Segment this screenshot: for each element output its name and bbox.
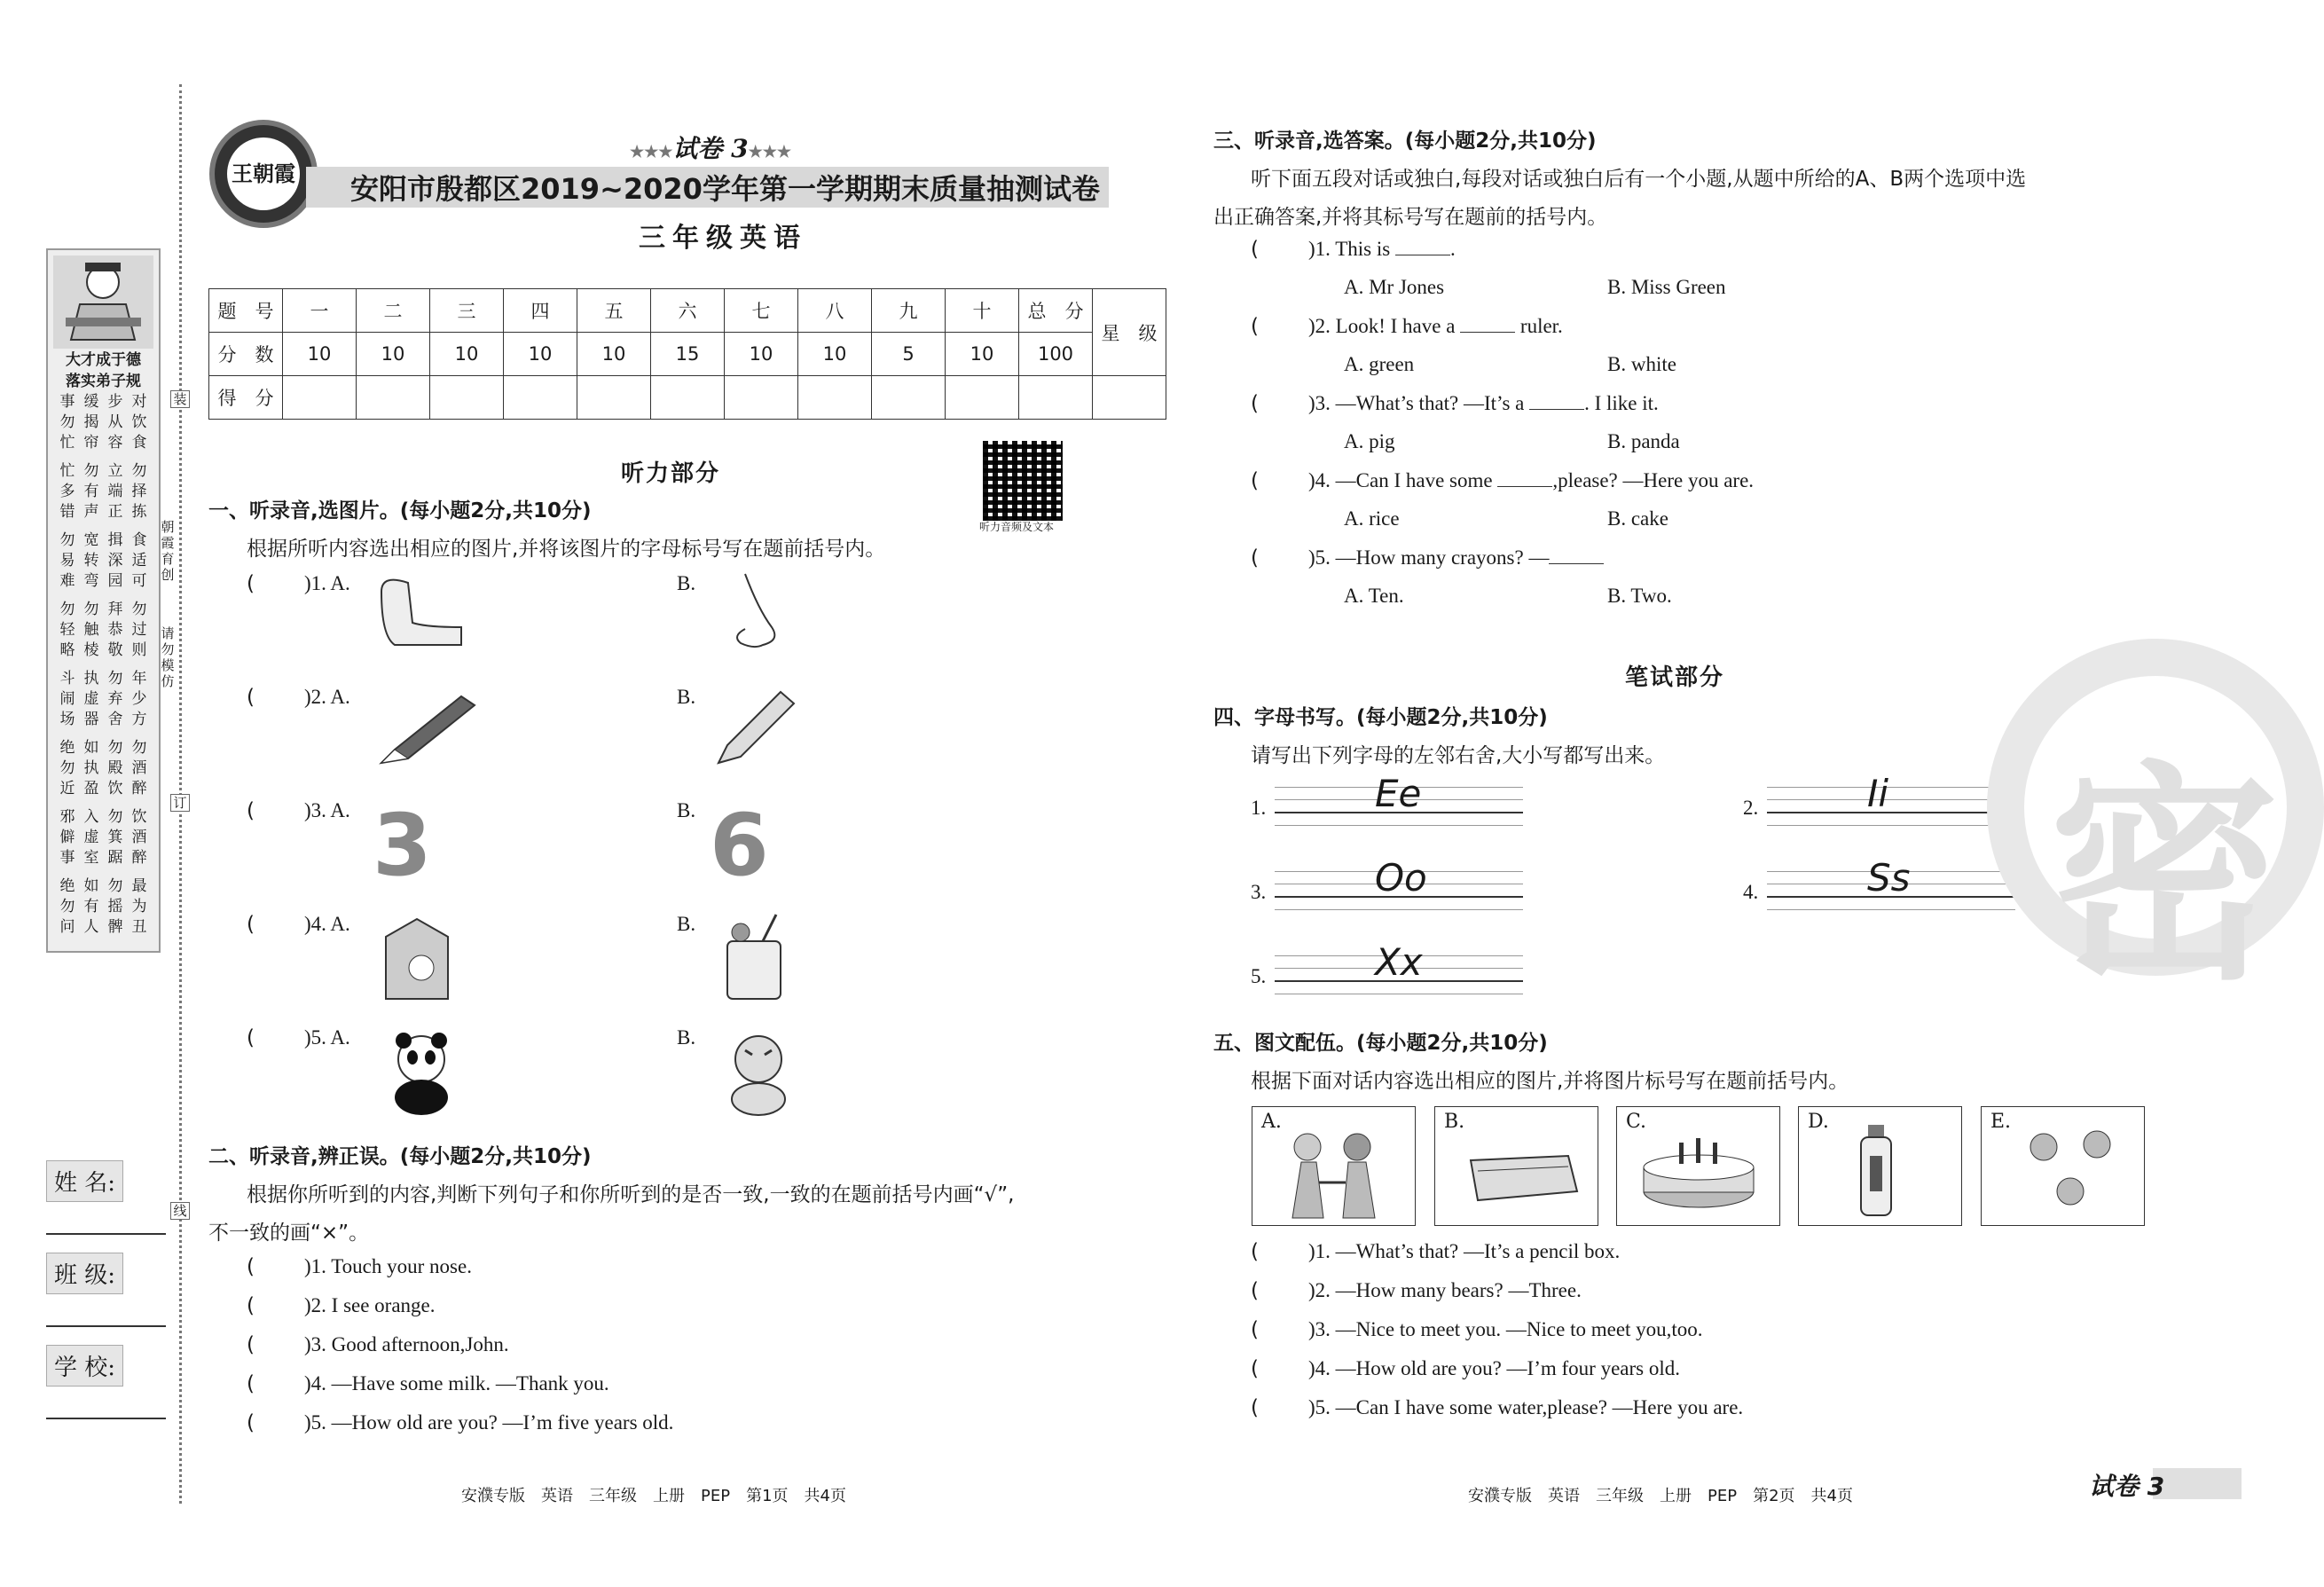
question-text: )3. —What’s that? —It’s a	[1308, 392, 1530, 414]
statement-item: )5. —How old are you? —I’m five years old.	[304, 1411, 674, 1434]
dialogue-item: )2. —How many bears? —Three.	[1308, 1279, 1582, 1301]
score-earned-input[interactable]	[725, 376, 798, 420]
item-number: )1. A.	[304, 572, 350, 594]
rule-text: 入虚室	[83, 808, 99, 867]
qr-code-icon[interactable]	[983, 441, 1063, 521]
school-field[interactable]	[46, 1418, 166, 1419]
question-item	[1308, 392, 1659, 415]
panda-picture	[373, 1028, 461, 1108]
milk-carton-picture	[373, 915, 461, 994]
score-header-cell: 五	[577, 289, 651, 333]
rule-text: 揖深园	[107, 531, 123, 590]
score-earned-input[interactable]	[357, 376, 430, 420]
score-max-cell: 10	[357, 333, 430, 376]
answer-paren[interactable]: (	[247, 1333, 255, 1356]
question-text: )5. —How many crayons? —	[1308, 546, 1550, 569]
letter-number: 3.	[1251, 881, 1267, 903]
rule-text: 立端正	[107, 462, 123, 521]
answer-paren[interactable]: (	[1251, 315, 1259, 338]
rule-text: 步从容	[107, 393, 123, 452]
letter-number: 5.	[1251, 965, 1267, 987]
section-3-title: 三、听录音,选答案。(每小题2分,共10分)	[1213, 130, 1597, 153]
answer-paren[interactable]: (	[1251, 1279, 1259, 1302]
answer-blank[interactable]	[1497, 470, 1552, 487]
tiger-picture	[710, 1028, 798, 1108]
question-text: )1. This is	[1308, 238, 1395, 260]
option-a: A. rice	[1344, 507, 1400, 530]
score-header-cell: 总 分	[1019, 289, 1093, 333]
cut-label-line: 线	[170, 1202, 190, 1220]
rule-text: 勿易难	[59, 531, 75, 590]
option-b-label: B.	[677, 572, 696, 594]
statement-item: )2. I see orange.	[304, 1294, 436, 1316]
score-max-cell: 10	[798, 333, 872, 376]
score-header-cell: 星 级	[1093, 289, 1166, 376]
score-earned-input[interactable]	[283, 376, 357, 420]
rules-grid	[57, 392, 150, 946]
option-a: A. pig	[1344, 430, 1395, 452]
rule-text: 忙多错	[59, 462, 75, 521]
option-e-picture: E.	[1981, 1106, 2145, 1226]
dialogue-item: )1. —What’s that? —It’s a pencil box.	[1308, 1240, 1621, 1262]
rule-row	[57, 461, 150, 522]
item-number: )3. A.	[304, 799, 350, 821]
answer-paren[interactable]: (	[1251, 469, 1259, 492]
rule-text: 年少方	[131, 670, 147, 728]
rule-text: 宽转弯	[83, 531, 99, 590]
rule-text: 勿弃舍	[107, 670, 123, 728]
rule-text: 食适可	[131, 531, 147, 590]
option-b-label: B.	[677, 686, 696, 708]
footer-left: 安濮专版 英语 三年级 上册 PEP 第1页 共4页	[461, 1487, 846, 1505]
item-number: )5. A.	[304, 1026, 350, 1049]
rule-text: 对饮食	[131, 393, 147, 452]
score-header-cell: 六	[651, 289, 725, 333]
option-b-label: B.	[677, 1026, 696, 1049]
number-three-glyph: 3	[373, 796, 432, 895]
grade-subject: 三年级英语	[639, 223, 807, 254]
name-label: 姓 名:	[46, 1160, 123, 1202]
score-earned-input[interactable]	[504, 376, 577, 420]
rule-row	[57, 876, 150, 938]
question-item	[1308, 238, 1456, 261]
score-header-cell: 九	[872, 289, 946, 333]
score-max-cell: 10	[577, 333, 651, 376]
handwriting-lines[interactable]	[1767, 775, 2015, 825]
score-earned-input[interactable]	[651, 376, 725, 420]
listening-heading: 听力部分	[621, 460, 721, 487]
rule-row	[57, 530, 150, 592]
question-text-tail: .	[1449, 238, 1456, 260]
rule-text: 勿箕踞	[107, 808, 123, 867]
score-max-cell: 10	[283, 333, 357, 376]
section-3-instruction-1: 听下面五段对话或独白,每段对话或独白后有一个小题,从题中所给的A、B两个选项中选	[1251, 168, 2027, 191]
answer-paren[interactable]: (	[247, 1294, 255, 1317]
score-max-cell: 15	[651, 333, 725, 376]
score-header-cell: 八	[798, 289, 872, 333]
answer-paren[interactable]: (	[1251, 392, 1259, 415]
section-5-title: 五、图文配伍。(每小题2分,共10分)	[1213, 1032, 1548, 1055]
rule-row	[57, 807, 150, 868]
score-earned-label: 得 分	[209, 376, 283, 420]
answer-paren[interactable]: (	[1251, 238, 1259, 261]
rule-text: 勿触棱	[83, 601, 99, 659]
rule-row	[57, 669, 150, 730]
question-text-tail: . I like it.	[1584, 392, 1659, 414]
item-number: )4. A.	[304, 913, 350, 935]
score-max-cell: 分 数	[209, 333, 283, 376]
cut-label-bind: 装	[170, 390, 190, 408]
rule-text: 最为丑	[131, 877, 147, 936]
rule-text: 勿酒醉	[131, 739, 147, 797]
dialogue-item: )3. —Nice to meet you. —Nice to meet you,too.	[1308, 1318, 1703, 1340]
rule-text: 拜恭敬	[107, 601, 123, 659]
score-earned-input[interactable]	[430, 376, 504, 420]
number-six-glyph: 6	[710, 796, 769, 895]
answer-paren[interactable]: (	[247, 913, 255, 936]
rule-text: 如执盈	[83, 739, 99, 797]
question-text-tail: ,please? —Here you are.	[1552, 469, 1755, 491]
option-a: A. Ten.	[1344, 585, 1404, 607]
answer-paren[interactable]: (	[247, 1411, 255, 1434]
class-field[interactable]	[46, 1325, 166, 1327]
option-b: B. Miss Green	[1607, 276, 1726, 298]
juice-picture	[710, 915, 798, 994]
pen-picture	[373, 687, 461, 767]
brand-logo	[209, 120, 318, 228]
rule-text: 勿摇髀	[107, 877, 123, 936]
answer-paren[interactable]: (	[1251, 1318, 1259, 1341]
answer-paren[interactable]: (	[247, 1372, 255, 1395]
sidebar-vertical-note: 朝霞育创	[161, 519, 175, 583]
paper-tag: 试卷 3	[2089, 1472, 2165, 1501]
option-b: B. white	[1607, 353, 1676, 375]
sidebar-motto: 大才成于德 落实弟子规	[66, 351, 141, 390]
letter-sample: Oo	[1375, 856, 1427, 900]
score-earned-input[interactable]	[577, 376, 651, 420]
rule-text: 勿轻略	[59, 601, 75, 659]
rule-text: 勿有声	[83, 462, 99, 521]
section-5-instruction: 根据下面对话内容选出相应的图片,并将图片标号写在题前括号内。	[1251, 1070, 1849, 1093]
rule-text: 饮酒醉	[131, 808, 147, 867]
answer-blank[interactable]	[1460, 316, 1515, 333]
question-text: )4. —Can I have some	[1308, 469, 1498, 491]
pencil-picture	[710, 687, 798, 767]
score-earned-input[interactable]	[798, 376, 872, 420]
dialogue-item: )4. —How old are you? —I’m four years old.	[1308, 1357, 1680, 1379]
option-b: B. Two.	[1607, 585, 1672, 607]
answer-paren[interactable]: (	[1251, 1357, 1259, 1380]
option-b: B. panda	[1607, 430, 1680, 452]
score-header-cell: 四	[504, 289, 577, 333]
letter-number: 4.	[1743, 881, 1759, 903]
answer-paren[interactable]: (	[247, 1255, 255, 1278]
answer-paren[interactable]: (	[247, 686, 255, 709]
answer-blank[interactable]	[1395, 239, 1450, 255]
answer-paren[interactable]: (	[1251, 1396, 1259, 1419]
rules-panel	[46, 248, 161, 953]
nose-picture	[710, 574, 798, 654]
rule-text: 缓揭帘	[83, 393, 99, 452]
option-a-picture: A.	[1252, 1106, 1416, 1226]
rule-text: 勿过则	[131, 601, 147, 659]
footer-right: 安濮专版 英语 三年级 上册 PEP 第2页 共4页	[1468, 1487, 1853, 1505]
letter-sample: Ii	[1867, 772, 1889, 815]
rule-text: 事勿忙	[59, 393, 75, 452]
score-max-cell: 10	[430, 333, 504, 376]
score-earned-input[interactable]	[946, 376, 1019, 420]
question-item	[1308, 469, 1754, 492]
option-b-picture: B.	[1434, 1106, 1598, 1226]
question-text-tail: ruler.	[1515, 315, 1563, 337]
score-table	[208, 288, 1166, 420]
answer-paren[interactable]: (	[1251, 1240, 1259, 1263]
item-number: )2. A.	[304, 686, 350, 708]
rule-text: 执虚器	[83, 670, 99, 728]
rule-text: 斗闹场	[59, 670, 75, 728]
rule-text: 勿择拣	[131, 462, 147, 521]
section-2-instruction-1: 根据你所听到的内容,判断下列句子和你所听到的是否一致,一致的在题前括号内画“√”,	[247, 1183, 1015, 1206]
name-field[interactable]	[46, 1233, 166, 1235]
score-header-cell: 十	[946, 289, 1019, 333]
dialogue-item: )5. —Can I have some water,please? —Here you are.	[1308, 1396, 1744, 1418]
answer-blank[interactable]	[1549, 547, 1604, 564]
tag-bar	[2153, 1468, 2242, 1499]
score-header-cell: 题 号	[209, 289, 283, 333]
option-d-picture: D.	[1798, 1106, 1962, 1226]
school-label: 学 校:	[46, 1345, 123, 1387]
option-b-label: B.	[677, 913, 696, 935]
option-b: B. cake	[1607, 507, 1668, 530]
answer-blank[interactable]	[1529, 393, 1584, 410]
option-b-label: B.	[677, 799, 696, 821]
rule-text: 绝勿问	[59, 877, 75, 936]
score-header-cell: 三	[430, 289, 504, 333]
score-header-cell: 二	[357, 289, 430, 333]
confidential-seal-char: 密	[2049, 743, 2280, 1011]
score-earned-input[interactable]	[1093, 376, 1166, 420]
option-c-picture: C.	[1616, 1106, 1780, 1226]
statement-item: )1. Touch your nose.	[304, 1255, 472, 1277]
number-six-picture	[710, 796, 798, 895]
score-header-cell: 一	[283, 289, 357, 333]
question-item	[1308, 315, 1563, 338]
option-a: A. green	[1344, 353, 1415, 375]
rule-row	[57, 392, 150, 453]
letter-number: 1.	[1251, 797, 1267, 819]
question-text: )2. Look! I have a	[1308, 315, 1461, 337]
statement-item: )3. Good afternoon,John.	[304, 1333, 509, 1355]
score-max-cell: 10	[504, 333, 577, 376]
rule-row	[57, 600, 150, 661]
section-4-title: 四、字母书写。(每小题2分,共10分)	[1213, 706, 1548, 729]
answer-paren[interactable]: (	[1251, 546, 1259, 570]
score-earned-input[interactable]	[872, 376, 946, 420]
logo-text: 王朝霞	[227, 137, 300, 210]
rule-text: 勿殿饮	[107, 739, 123, 797]
score-earned-input[interactable]	[1019, 376, 1093, 420]
score-header-cell: 七	[725, 289, 798, 333]
statement-item: )4. —Have some milk. —Thank you.	[304, 1372, 609, 1395]
letter-sample: Ss	[1867, 856, 1911, 900]
rule-text: 绝勿近	[59, 739, 75, 797]
number-three-picture	[373, 796, 461, 895]
score-max-cell: 10	[946, 333, 1019, 376]
answer-paren[interactable]: (	[247, 1026, 255, 1049]
option-a: A. Mr Jones	[1344, 276, 1445, 298]
score-max-cell: 100	[1019, 333, 1093, 376]
section-3-instruction-2: 出正确答案,并将其标号写在题前的括号内。	[1213, 206, 1608, 229]
class-label: 班 级:	[46, 1253, 123, 1294]
page-title: 安阳市殷都区2019~2020学年第一学期期末质量抽测试卷	[350, 172, 1100, 206]
writing-heading: 笔试部分	[1625, 664, 1725, 691]
cut-label-order: 订	[170, 794, 190, 812]
score-max-cell: 5	[872, 333, 946, 376]
answer-paren[interactable]: (	[247, 799, 255, 822]
arm-picture	[373, 574, 461, 654]
sidebar-vertical-note-2: 请勿模仿	[161, 625, 175, 689]
rule-text: 邪僻事	[59, 808, 75, 867]
rule-row	[57, 738, 150, 799]
section-1-title: 一、听录音,选图片。(每小题2分,共10分)	[208, 499, 592, 522]
section-4-instruction: 请写出下列字母的左邻右舍,大小写都写出来。	[1251, 744, 1666, 767]
answer-paren[interactable]: (	[247, 572, 255, 595]
paper-number: ★★★试卷 3★★★	[630, 134, 792, 163]
letter-sample: Ee	[1375, 772, 1422, 815]
section-1-instruction: 根据所听内容选出相应的图片,并将该图片的字母标号写在题前括号内。	[247, 538, 886, 561]
qr-caption: 听力音频及文本	[979, 521, 1055, 533]
letter-sample: Xx	[1375, 940, 1423, 984]
section-2-title: 二、听录音,辨正误。(每小题2分,共10分)	[208, 1145, 592, 1168]
scholar-figure-icon	[53, 255, 153, 349]
rule-text: 如有人	[83, 877, 99, 936]
score-max-cell: 10	[725, 333, 798, 376]
question-item	[1308, 546, 1604, 570]
section-2-instruction-2: 不一致的画“×”。	[208, 1222, 370, 1245]
letter-number: 2.	[1743, 797, 1759, 819]
